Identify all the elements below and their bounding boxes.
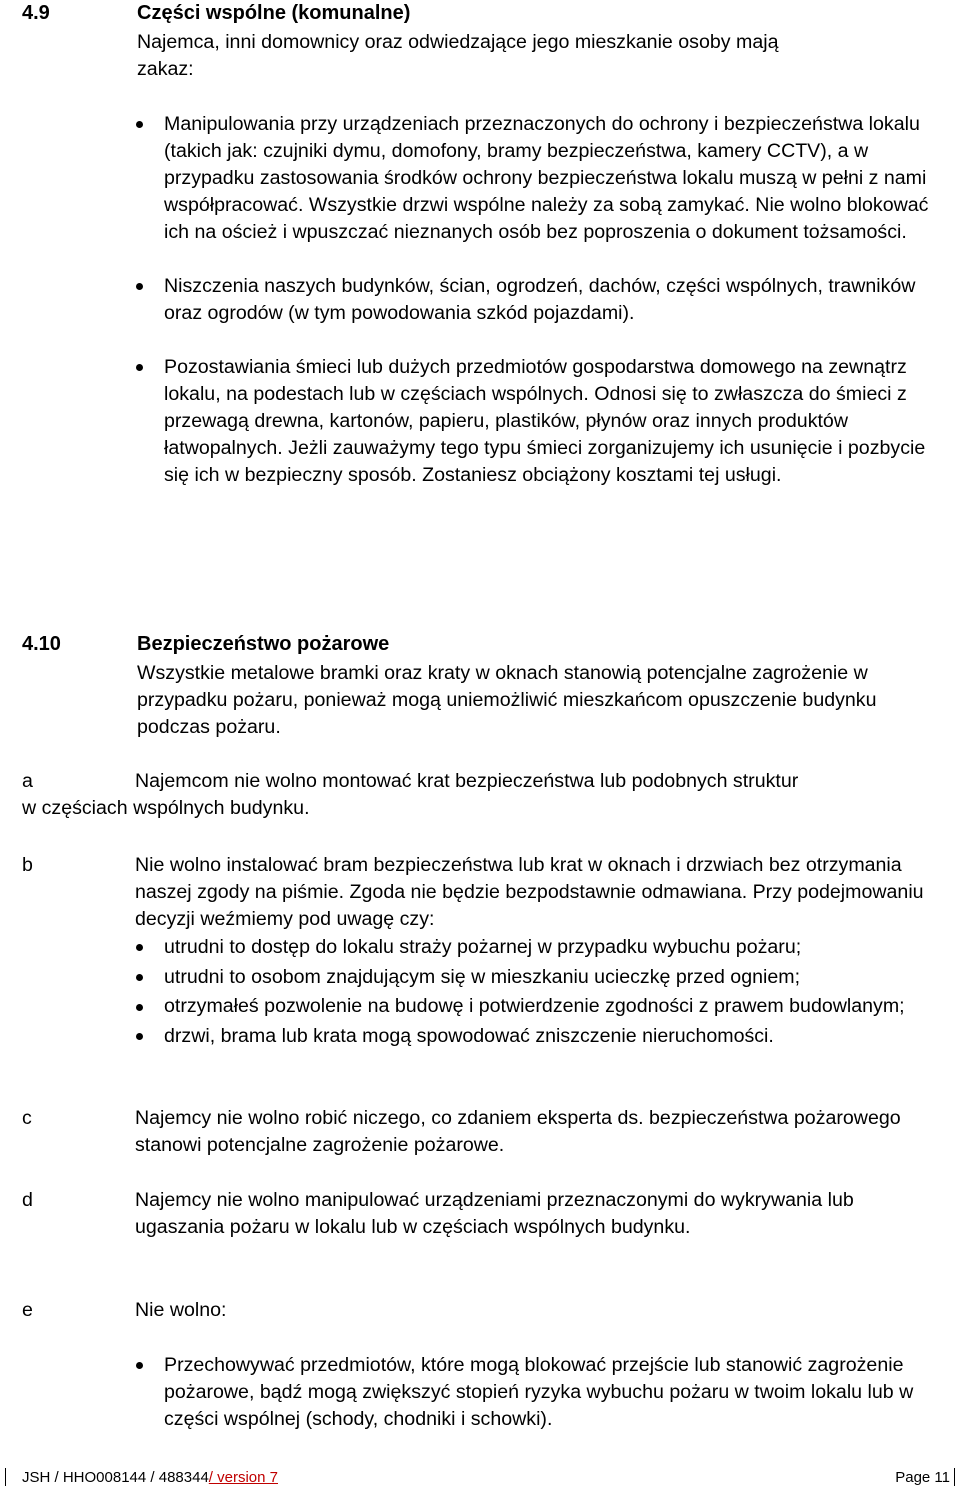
bullet-icon [136,974,143,981]
bullet-icon [136,944,143,951]
list-item: Pozostawiania śmieci lub dużych przedmiotów gospodarstwa domowego na zewnątrz lokalu, na podestach lub w częściach wspólnych. Odnosi się to zwłaszcza do śmieci z przewagą drewna, kartonów, papieru, plastików, płynów oraz innych produktów łatwopalnych. Jeżli zauważymy tego typu śmieci zorganizujemy ich usunięcie i pozbycie się ich w bezpieczny sposób. Zostaniesz obciążony kosztami tej usługi. [164,354,942,489]
footer-bar [954,1468,955,1486]
item-text: Najemcy nie wolno robić niczego, co zdaniem eksperta ds. bezpieczeństwa pożarowego stanowi potencjalne zagrożenie pożarowe. [135,1107,901,1156]
item-text-continued: w częściach wspólnych budynku. [22,797,310,819]
list-item: utrudni to dostęp do lokalu straży pożarnej w przypadku wybuchu pożaru; [164,933,949,962]
item-text: Nie wolno instalować bram bezpieczeństwa lub krat w oknach i drzwiach bez otrzymania naszej zgody na piśmie. Zgoda nie będzie bezpodstawnie odmawiana. Przy podejmowaniu decyzji weźmiemy pod uwagę czy: [135,854,924,930]
bullet-list [164,933,949,1051]
item-letter: c [22,1107,32,1129]
section-title: Bezpieczeństwo pożarowe [137,633,390,655]
bullet-list [164,1352,949,1433]
footer-version-link[interactable]: / version 7 [208,1469,278,1486]
footer-page-number: Page 11 [895,1469,950,1486]
footer-bar [5,1468,6,1486]
bullet-icon [136,1033,143,1040]
list-item: utrudni to osobom znajdującym się w mieszkaniu ucieczkę przed ogniem; [164,963,949,992]
bullet-icon [136,1362,143,1369]
item-letter: a [22,770,33,792]
bullet-icon [136,283,143,290]
footer-ref: JSH / HHO008144 / 488344 [22,1469,209,1486]
list-item: Przechowywać przedmiotów, które mogą blokować przejście lub stanowić zagrożenie pożarowe, bądź mogą zwiększyć stopień ryzyka wybuchu pożaru w twoim lokalu lub w części wspólnej (schody, chodniki i schowki). [164,1352,949,1433]
section-title: Części wspólne (komunalne) [137,2,411,24]
footer-reference [22,1469,278,1486]
item-letter: e [22,1299,33,1321]
item-text: Nie wolno: [135,1299,227,1321]
item-letter: b [22,854,33,876]
item-text: Najemcom nie wolno montować krat bezpieczeństwa lub podobnych struktur [135,770,799,792]
section-number: 4.10 [22,633,61,655]
bullet-icon [136,121,143,128]
item-text: Najemcy nie wolno manipulować urządzeniami przeznaczonymi do wykrywania lub ugaszania pożaru w lokalu lub w częściach wspólnych budynku. [135,1189,854,1238]
bullet-icon [136,364,143,371]
bullet-list [164,111,942,489]
bullet-icon [136,1004,143,1011]
section-intro: Najemca, inni domownicy oraz odwiedzające jego mieszkanie osoby mają zakaz: [137,31,779,80]
list-item: drzwi, brama lub krata mogą spowodować zniszczenie nieruchomości. [164,1022,949,1051]
list-item: otrzymałeś pozwolenie na budowę i potwierdzenie zgodności z prawem budowlanym; [164,993,949,1020]
item-letter: d [22,1189,33,1211]
list-item: Niszczenia naszych budynków, ścian, ogrodzeń, dachów, części wspólnych, trawników oraz ogrodów (w tym powodowania szkód pojazdami). [164,273,942,327]
section-intro: Wszystkie metalowe bramki oraz kraty w oknach stanowią potencjalne zagrożenie w przypadku pożaru, ponieważ mogą uniemożliwić mieszkańcom opuszczenie budynku podczas pożaru. [137,662,877,738]
list-item: Manipulowania przy urządzeniach przeznaczonych do ochrony i bezpieczeństwa lokalu (takich jak: czujniki dymu, domofony, bramy bezpieczeństwa, kamery CCTV), a w przypadku zastosowania środków ochrony bezpieczeństwa lokalu muszą w pełni z nami współpracować. Wszystkie drzwi wspólne należy za sobą zamykać. Nie wolno blokować ich na oścież i wpuszczać nieznanych osób bez poproszenia o dokument tożsamości. [164,111,942,246]
section-number: 4.9 [22,2,50,24]
